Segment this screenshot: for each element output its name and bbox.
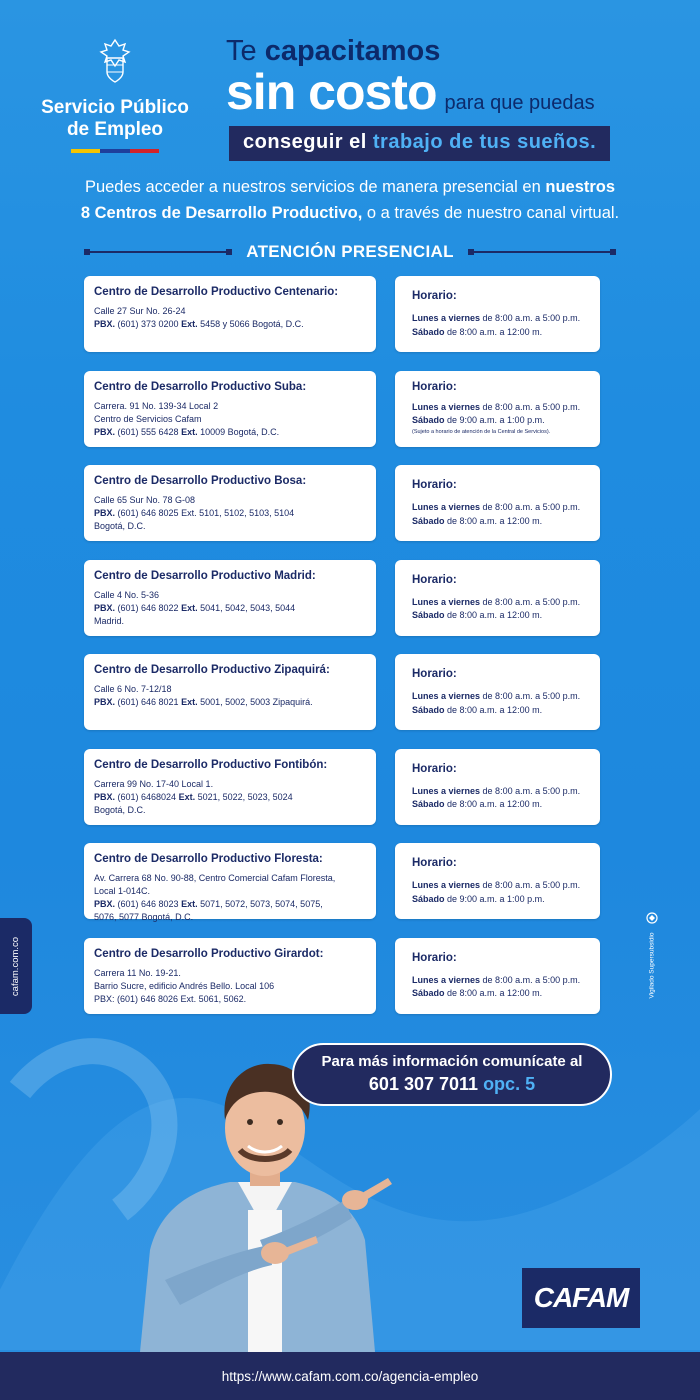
headline [226, 34, 676, 161]
hours-line [412, 704, 592, 718]
colombia-flag-bar [71, 149, 159, 153]
detail-bold: PBX. [94, 319, 116, 329]
center-name: Centro de Desarrollo Productivo Suba: [94, 380, 307, 393]
headline-big: sin costo [226, 64, 437, 120]
center-detail-line [94, 778, 366, 791]
center-row [84, 843, 616, 938]
center-detail-line [94, 520, 366, 533]
center-detail-line [94, 898, 366, 911]
centers-list [84, 276, 616, 1032]
hours-line [412, 987, 592, 1001]
center-name: Centro de Desarrollo Productivo Floresta: [94, 853, 323, 865]
detail-bold: Ext. [181, 899, 198, 909]
detail-text: 5071, 5072, 5073, 5074, 5075, [197, 899, 323, 909]
detail-text: Calle 65 Sur No. 78 G-08 [94, 495, 196, 505]
hours-time: de 9:00 a.m. a 1:00 p.m. [444, 415, 545, 425]
center-row [84, 749, 616, 844]
pill-accent: trabajo de tus sueños. [372, 131, 597, 153]
side-url-text: cafam.com.co [10, 936, 22, 996]
detail-bold: Ext. [181, 602, 198, 613]
hours-days: Lunes a viernes [412, 401, 481, 412]
detail-text: Carrera 99 No. 17-40 Local 1. [94, 778, 214, 789]
center-card [84, 843, 376, 922]
hours-days: Lunes a viernes [412, 785, 481, 796]
center-detail-line [94, 413, 366, 426]
hours-time: de 8:00 a.m. a 5:00 p.m. [480, 785, 581, 796]
hours-time: de 8:00 a.m. a 5:00 p.m. [480, 401, 581, 412]
hours-days: Lunes a viernes [412, 313, 481, 323]
detail-bold: PBX. [94, 602, 116, 613]
footer-url-link[interactable]: https://www.cafam.com.co/agencia-empleo [221, 1368, 479, 1384]
contact-phone-line [294, 1074, 610, 1095]
center-detail-line [94, 696, 366, 709]
hours-time: de 8:00 a.m. a 12:00 m. [444, 988, 543, 998]
center-detail-line [94, 885, 366, 898]
detail-text: Carrera. 91 No. 139-34 Local 2 [94, 400, 219, 411]
org-name-line2: de Empleo [66, 119, 164, 140]
supersubsidio-icon [646, 912, 658, 926]
center-detail-line [94, 967, 366, 980]
hours-line [412, 798, 592, 812]
hours-line [412, 312, 592, 326]
hours-days: Lunes a viernes [412, 691, 481, 701]
center-detail-line [94, 318, 366, 331]
detail-text: (601) 646 8021 [115, 697, 182, 707]
intro-part1: Puedes acceder a nuestros servicios de manera presencial en [84, 178, 546, 196]
detail-bold: PBX. [94, 697, 116, 707]
detail-text: Bogotá, D.C. [94, 521, 146, 531]
detail-text: Calle 27 Sur No. 26-24 [94, 306, 186, 316]
detail-text: Local 1-014C. [94, 886, 151, 896]
section-header [84, 242, 616, 262]
detail-bold: Ext. [181, 426, 198, 437]
intro-text [20, 174, 680, 226]
detail-bold: Ext. [181, 697, 198, 707]
center-row [84, 654, 616, 749]
hours-time: de 9:00 a.m. a 1:00 p.m. [444, 893, 545, 904]
detail-text: Calle 6 No. 7-12/18 [94, 684, 172, 694]
hours-line [412, 596, 592, 610]
hours-card [395, 654, 600, 730]
center-card [84, 276, 376, 352]
detail-text: Av. Carrera 68 No. 90-88, Centro Comercial Cafam Floresta, [94, 873, 336, 883]
detail-bold: PBX. [94, 426, 116, 437]
headline-prefix: Te [226, 35, 265, 67]
headline-line2 [226, 66, 676, 118]
hours-days: Lunes a viernes [412, 974, 481, 985]
contact-info-line1: Para más información comunícate al [321, 1053, 583, 1070]
center-row [84, 276, 616, 371]
hours-days: Sábado [412, 704, 445, 715]
hours-card [395, 465, 600, 541]
center-name: Centro de Desarrollo Productivo Madrid: [94, 569, 316, 582]
hours-days: Lunes a viernes [412, 502, 481, 512]
vigilado-badge [632, 912, 672, 1022]
center-row [84, 560, 616, 655]
center-card [84, 465, 376, 541]
headline-small: para que puedas [444, 92, 595, 114]
hours-label: Horario: [412, 479, 457, 491]
center-detail-line [94, 589, 366, 602]
detail-text: PBX: (601) 646 8026 Ext. 5061, 5062. [94, 993, 247, 1004]
hours-line [412, 609, 592, 623]
center-card [84, 938, 376, 1014]
headline-line1 [226, 34, 676, 68]
detail-text: Centro de Servicios Cafam [94, 413, 202, 424]
center-row [84, 465, 616, 560]
cafam-logo-text: CAFAM [533, 1282, 629, 1313]
center-row [84, 371, 616, 466]
headline-pill [229, 126, 610, 161]
detail-text: (601) 646 8022 [115, 602, 182, 613]
hours-line [412, 401, 592, 415]
hours-time: de 8:00 a.m. a 12:00 m. [444, 704, 543, 715]
center-card [84, 371, 376, 447]
center-name: Centro de Desarrollo Productivo Bosa: [94, 475, 307, 487]
cafam-logo [522, 1268, 640, 1328]
detail-text: (601) 646 8023 [115, 899, 182, 909]
center-detail-line [94, 791, 366, 804]
center-detail-line [94, 615, 366, 628]
detail-bold: PBX. [94, 791, 116, 802]
contact-info-pill[interactable] [292, 1043, 612, 1106]
section-title: ATENCIÓN PRESENCIAL [246, 242, 454, 261]
center-name: Centro de Desarrollo Productivo Centenario: [94, 286, 339, 298]
detail-text: 10009 Bogotá, D.C. [197, 426, 280, 437]
center-name: Centro de Desarrollo Productivo Zipaquirá: [94, 664, 330, 676]
center-detail-line [94, 804, 366, 817]
detail-text: 5458 y 5066 Bogotá, D.C. [197, 319, 304, 329]
center-detail-line [94, 426, 366, 439]
center-card [84, 749, 376, 825]
intro-part2: o a través de nuestro canal virtual. [362, 204, 620, 222]
hours-days: Sábado [412, 326, 445, 337]
center-detail-line [94, 305, 366, 318]
detail-text: Bogotá, D.C. [94, 804, 146, 815]
hours-label: Horario: [412, 951, 457, 964]
headline-bold: capacitamos [264, 35, 441, 67]
hours-label: Horario: [412, 762, 457, 775]
intro-bold1: nuestros [545, 178, 616, 196]
footer-bar [0, 1352, 700, 1400]
hours-days: Sábado [412, 515, 445, 526]
hours-days: Sábado [412, 893, 445, 904]
pill-prefix: conseguir el [243, 131, 373, 153]
divider-right [468, 251, 616, 253]
hours-days: Lunes a viernes [412, 880, 481, 890]
side-url-tag[interactable] [0, 918, 32, 1014]
hours-days: Sábado [412, 988, 445, 998]
detail-text: Calle 4 No. 5-36 [94, 589, 160, 600]
hours-line [412, 690, 592, 704]
detail-bold: Ext. [178, 791, 196, 802]
vigilado-text: Vigilado Supersubsidio [648, 932, 656, 999]
hours-line [412, 501, 592, 515]
hours-time: de 8:00 a.m. a 5:00 p.m. [480, 502, 581, 512]
detail-text: 5021, 5022, 5023, 5024 [195, 791, 293, 802]
hours-label: Horario: [412, 573, 457, 586]
hours-card [395, 843, 600, 919]
hours-line [412, 326, 592, 340]
hours-label: Horario: [412, 380, 457, 393]
hours-line [412, 515, 592, 529]
divider-left [84, 251, 232, 253]
hours-time: de 8:00 a.m. a 5:00 p.m. [480, 691, 581, 701]
detail-text: 5001, 5002, 5003 Zipaquirá. [197, 697, 313, 707]
detail-bold: Ext. [181, 319, 198, 329]
detail-text: 5076, 5077 Bogotá, D.C. [94, 912, 194, 922]
center-row [84, 938, 616, 1033]
hours-time: de 8:00 a.m. a 5:00 p.m. [480, 313, 581, 323]
hours-time: de 8:00 a.m. a 12:00 m. [444, 515, 543, 526]
spe-logo [30, 38, 200, 153]
center-detail-line [94, 507, 366, 520]
hours-line [412, 893, 592, 907]
hours-label: Horario: [412, 668, 457, 680]
detail-text: (601) 555 6428 [115, 426, 182, 437]
center-detail-line [94, 400, 366, 413]
detail-bold: PBX. [94, 899, 116, 909]
center-card [84, 654, 376, 730]
hours-days: Sábado [412, 415, 445, 425]
hours-time: de 8:00 a.m. a 12:00 m. [444, 799, 543, 809]
hours-card [395, 749, 600, 825]
hours-note: (Sujeto a horario de atención de la Central de Servicios). [412, 428, 551, 435]
hours-label: Horario: [412, 857, 457, 869]
contact-phone: 601 307 7011 [368, 1074, 479, 1094]
detail-bold: PBX. [94, 508, 116, 518]
center-detail-line [94, 872, 366, 885]
contact-option: opc. 5 [483, 1074, 536, 1094]
detail-text: 5041, 5042, 5043, 5044 [197, 602, 296, 613]
hours-line [412, 785, 592, 799]
center-card [84, 560, 376, 636]
hours-line [412, 974, 592, 988]
org-name-line1: Servicio Público [41, 97, 189, 118]
hours-days: Sábado [412, 799, 445, 809]
hours-time: de 8:00 a.m. a 5:00 p.m. [480, 596, 581, 607]
hours-days: Lunes a viernes [412, 596, 481, 607]
hours-time: de 8:00 a.m. a 12:00 m. [444, 326, 543, 337]
hours-card [395, 938, 600, 1014]
hours-time: de 8:00 a.m. a 12:00 m. [444, 610, 543, 620]
center-detail-line [94, 494, 366, 507]
hours-line [412, 879, 592, 893]
hours-time: de 8:00 a.m. a 5:00 p.m. [480, 880, 581, 890]
intro-bold2: 8 Centros de Desarrollo Productivo, [80, 204, 363, 222]
hours-card [395, 371, 600, 447]
center-name: Centro de Desarrollo Productivo Fontibón: [94, 758, 328, 771]
hours-line [412, 414, 592, 428]
coat-of-arms-icon [95, 38, 135, 86]
hours-label: Horario: [412, 290, 457, 302]
detail-text: (601) 6468024 [115, 791, 179, 802]
detail-text: Carrera 11 No. 19-21. [94, 967, 181, 978]
center-detail-line [94, 683, 366, 696]
detail-text: (601) 373 0200 [115, 319, 182, 329]
center-detail-line [94, 602, 366, 615]
hours-days: Sábado [412, 610, 445, 620]
center-name: Centro de Desarrollo Productivo Girardot: [94, 947, 324, 960]
center-detail-line [94, 980, 366, 993]
hours-time: de 8:00 a.m. a 5:00 p.m. [480, 974, 581, 985]
detail-text: Madrid. [94, 615, 125, 626]
center-detail-line [94, 993, 366, 1006]
center-detail-line [94, 911, 366, 924]
detail-text: (601) 646 8025 Ext. 5101, 5102, 5103, 5104 [115, 508, 295, 518]
hours-card [395, 560, 600, 636]
detail-text: Barrio Sucre, edificio Andrés Bello. Local 106 [94, 980, 275, 991]
hours-card [395, 276, 600, 352]
